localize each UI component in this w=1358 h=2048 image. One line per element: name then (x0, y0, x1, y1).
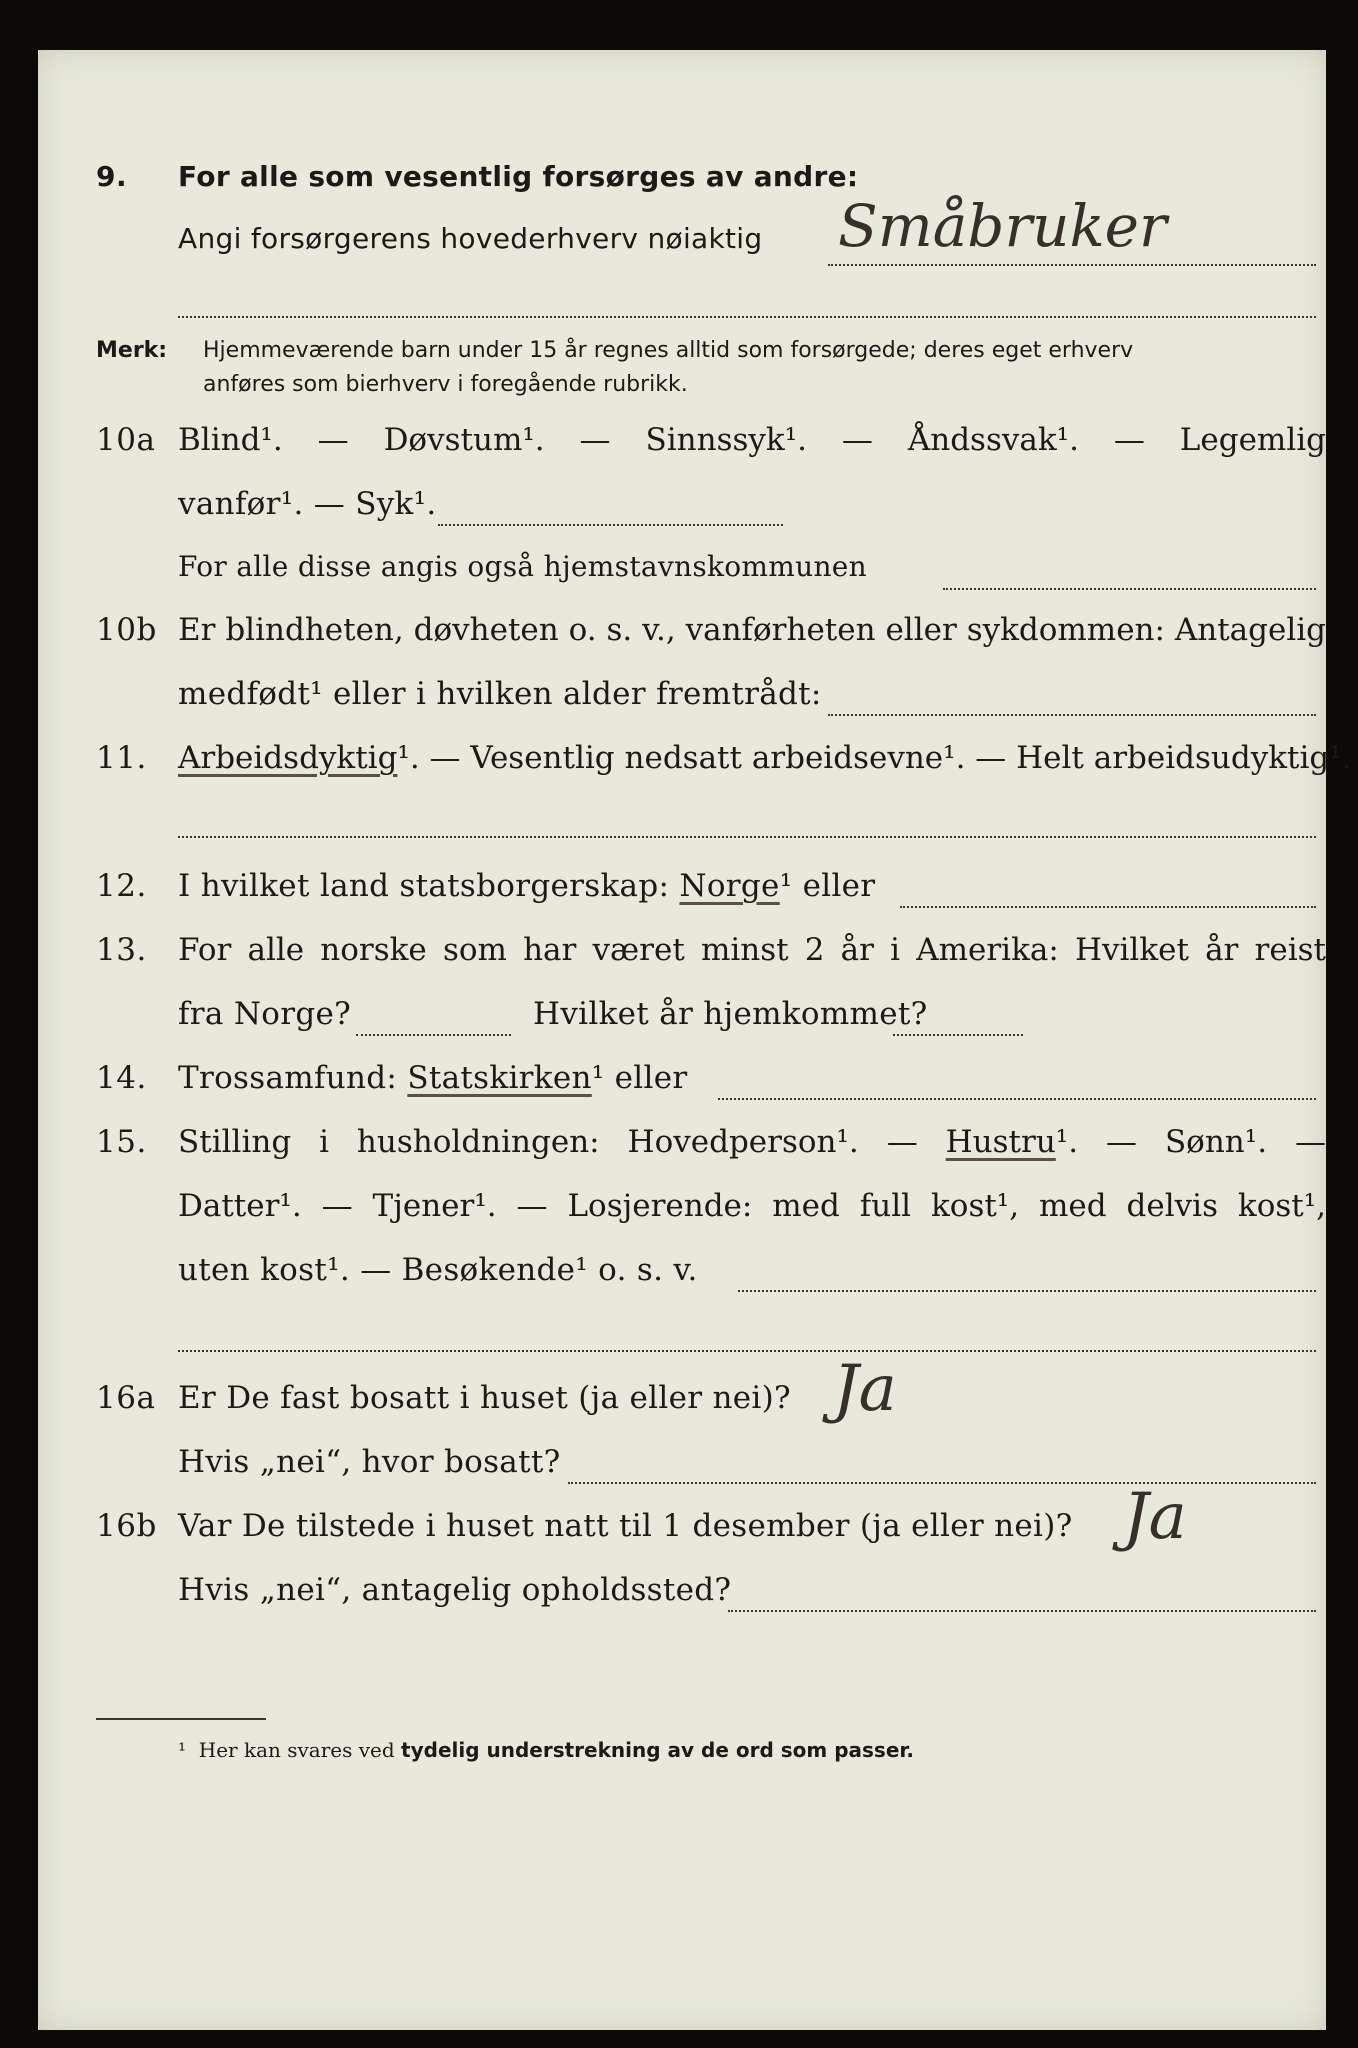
q13-text-2a: fra Norge? (178, 996, 352, 1032)
q10b-number: 10b (96, 612, 157, 648)
footnote-mark: ¹ (178, 1738, 187, 1762)
q14-text (178, 1060, 688, 1096)
q11-text (178, 740, 1352, 776)
q15-underlined-answer: Hustru (945, 1124, 1056, 1160)
q9-answer-line (828, 264, 1316, 266)
q10a-row-2 (38, 486, 1326, 536)
q16a-answer-line (568, 1482, 1316, 1484)
footnote (178, 1738, 914, 1762)
q15-row-1 (38, 1124, 1326, 1174)
q16a-number: 16a (96, 1380, 156, 1416)
q10a-syk-line (438, 524, 783, 526)
q14-row (38, 1060, 1326, 1110)
q13-text-2b: Hvilket år hjemkommet? (533, 996, 928, 1032)
q15-text-3: uten kost¹. — Besøkende¹ o. s. v. (178, 1252, 698, 1288)
q12-prefix: I hvilket land statsborgerskap: (178, 868, 670, 904)
q10b-row-2 (38, 676, 1326, 726)
q9-question: For alle som vesentlig forsørges av andre: (178, 160, 859, 193)
q12-underlined-answer: Norge (679, 868, 780, 904)
q11-extra-line (178, 836, 1316, 838)
q13-text-1: For alle norske som har været minst 2 år i Amerika: Hvilket år reist (178, 932, 1326, 968)
q16a-handwritten-answer: Ja (833, 1352, 897, 1426)
q16b-answer-line (728, 1610, 1316, 1612)
q16b-text-2: Hvis „nei“, antagelig opholdssted? (178, 1572, 732, 1608)
q13-row-1 (38, 932, 1326, 982)
q11-number: 11. (96, 740, 147, 776)
q11-text-rest: ¹. — Vesentlig nedsatt arbeidsevne¹. — Helt arbeidsudyktig¹. (397, 740, 1352, 776)
q10b-text-2: medfødt¹ eller i hvilken alder fremtrådt: (178, 676, 822, 712)
q15-answer-line (738, 1290, 1316, 1292)
q16b-text-1: Var De tilstede i huset natt til 1 desember (ja eller nei)? (178, 1508, 1073, 1544)
q9-number: 9. (96, 160, 128, 193)
q10b-text-1: Er blindheten, døvheten o. s. v., vanførheten eller sykdommen: Antagelig (178, 612, 1326, 648)
q16a-text-2: Hvis „nei“, hvor bosatt? (178, 1444, 561, 1480)
merk-text-1: Hjemmeværende barn under 15 år regnes alltid som forsørgede; deres eget erhverv (203, 338, 1134, 363)
q15-prefix: Stilling i husholdningen: Hovedperson¹. — (178, 1124, 918, 1160)
q11-row (38, 740, 1352, 790)
q15-row-2 (38, 1188, 1326, 1238)
footnote-text: Her kan svares ved (198, 1738, 395, 1762)
q16a-row-1 (38, 1352, 1326, 1430)
q15-extra-line (178, 1350, 1316, 1352)
q15-number: 15. (96, 1124, 147, 1160)
q14-number: 14. (96, 1060, 147, 1096)
q12-suffix: ¹ eller (779, 868, 876, 904)
merk-label: Merk: (96, 338, 168, 363)
census-form-sheet (38, 50, 1352, 2030)
q14-prefix: Trossamfund: (178, 1060, 398, 1096)
q12-answer-line (900, 906, 1316, 908)
q10b-answer-line (828, 714, 1316, 716)
q16b-handwritten-answer: Ja (1123, 1480, 1187, 1554)
q15-text-1 (178, 1124, 1326, 1160)
footnote-rule (96, 1718, 266, 1720)
q16b-number: 16b (96, 1508, 157, 1544)
q9-extra-line (178, 316, 1316, 318)
q10a-text-2: vanfør¹. — Syk¹. (178, 486, 437, 522)
q10a-text-1: Blind¹. — Døvstum¹. — Sinnssyk¹. — Åndssvak¹. — Legemlig (178, 422, 1326, 458)
q10b-row-1 (38, 612, 1326, 662)
q10a-kommune-line (943, 588, 1316, 590)
q9-handwritten-answer: Småbruker (838, 192, 1167, 260)
footnote-bold-text: tydelig understrekning av de ord som passer. (401, 1738, 914, 1762)
q9-row-2 (38, 192, 1326, 272)
q15-row-3 (38, 1252, 1326, 1302)
q15-suffix: ¹. — Sønn¹. — (1055, 1124, 1326, 1160)
q16b-row-1 (38, 1480, 1326, 1558)
q13-number: 13. (96, 932, 147, 968)
q9-question-2: Angi forsørgerens hovederhverv nøiaktig (178, 222, 763, 255)
merk-text-2: anføres som bierhverv i foregående rubrikk. (203, 372, 688, 397)
q14-suffix: ¹ eller (591, 1060, 688, 1096)
q16a-text-1: Er De fast bosatt i huset (ja eller nei)? (178, 1380, 791, 1416)
q13-row-2 (38, 996, 1326, 1046)
q11-underlined-answer: Arbeidsdyktig (178, 740, 398, 776)
q14-underlined-answer: Statskirken (407, 1060, 592, 1096)
q10a-number: 10a (96, 422, 156, 458)
q13-hjemkommet-line (893, 1034, 1023, 1036)
q16b-row-2 (38, 1572, 1326, 1622)
q14-answer-line (718, 1098, 1316, 1100)
q12-number: 12. (96, 868, 147, 904)
q12-text (178, 868, 875, 904)
q10a-row-3 (38, 550, 1326, 600)
q10a-text-3: For alle disse angis også hjemstavnskommunen (178, 550, 867, 583)
q15-text-2: Datter¹. — Tjener¹. — Losjerende: med full kost¹, med delvis kost¹, (178, 1188, 1326, 1224)
q13-reist-line (356, 1034, 511, 1036)
q10a-row-1 (38, 422, 1326, 472)
q12-row (38, 868, 1326, 918)
